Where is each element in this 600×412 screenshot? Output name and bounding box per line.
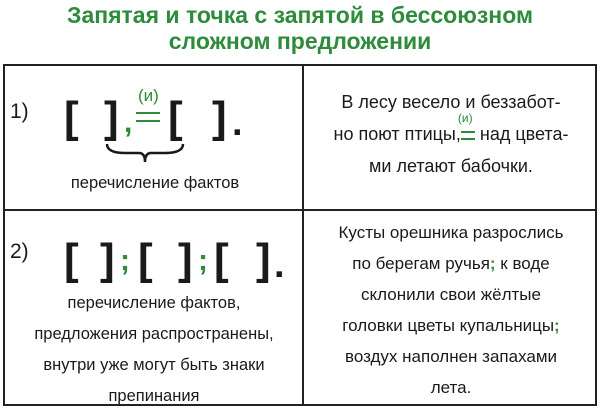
- scheme-open-bracket: [: [138, 235, 153, 284]
- example-line: [306, 248, 596, 279]
- conjunction-underline: [136, 112, 160, 122]
- scheme-close-bracket: ]: [212, 93, 227, 142]
- scheme-close-bracket: ]: [178, 235, 193, 284]
- scheme-open-bracket: [: [64, 235, 79, 284]
- scheme-semicolon: ;: [198, 244, 208, 277]
- row-2-number: 2): [10, 240, 29, 263]
- example-text: к воде: [495, 254, 550, 273]
- column-divider: [302, 64, 304, 406]
- scheme-period: .: [232, 102, 243, 144]
- example-text: над цвета-: [474, 124, 569, 144]
- example-line: лета.: [430, 378, 472, 397]
- caption-line: препинания: [108, 387, 200, 405]
- scheme-close-bracket: ]: [256, 235, 271, 284]
- conjunction-mark-label: (и): [457, 111, 473, 125]
- example-line: ми летают бабочки.: [369, 156, 533, 176]
- row-2-caption: [8, 288, 300, 412]
- row-divider: [3, 209, 597, 211]
- caption-line: предложения распространены,: [34, 325, 274, 343]
- example-text: по берегам ручья: [352, 254, 490, 273]
- example-text: головки цветы купальницы: [342, 316, 555, 335]
- scheme-close-bracket: ]: [100, 235, 115, 284]
- conjunction-mark: [457, 111, 475, 150]
- semicolon-mark: ;: [489, 254, 496, 273]
- caption-line: внутри уже могут быть знаки: [43, 356, 265, 374]
- semicolon-mark: ;: [554, 316, 560, 335]
- scheme-close-bracket: ]: [104, 93, 119, 142]
- example-line: воздух наполнен запахами: [344, 347, 558, 366]
- example-text: но поют птицы,: [333, 124, 461, 144]
- title-line-1: Запятая и точка с запятой в бессоюзном: [67, 2, 533, 28]
- row-1-example: [306, 86, 596, 182]
- scheme-open-bracket: [: [214, 235, 229, 284]
- scheme-period: .: [274, 244, 285, 286]
- scheme-comma: ,: [124, 106, 133, 139]
- example-line: В лесу весело и беззабот-: [341, 92, 561, 112]
- scheme-semicolon: ;: [120, 244, 130, 277]
- page-title: [0, 2, 600, 54]
- brace-icon: [105, 142, 185, 164]
- row-1-number: 1): [10, 100, 29, 123]
- scheme-conjunction-mark: (и): [138, 86, 159, 105]
- example-line: [306, 111, 596, 150]
- example-line: Кусты орешника разрослись: [338, 223, 564, 242]
- row-2-example: [306, 217, 596, 403]
- title-line-2: сложном предложении: [168, 28, 432, 54]
- example-line: склонили свои жёлтые: [361, 285, 541, 304]
- scheme-open-bracket: [: [64, 93, 79, 142]
- row-1-caption: перечисление фактов: [70, 174, 240, 192]
- caption-line: перечисление фактов,: [67, 294, 241, 312]
- example-line: [306, 310, 596, 341]
- scheme-open-bracket: [: [168, 93, 183, 142]
